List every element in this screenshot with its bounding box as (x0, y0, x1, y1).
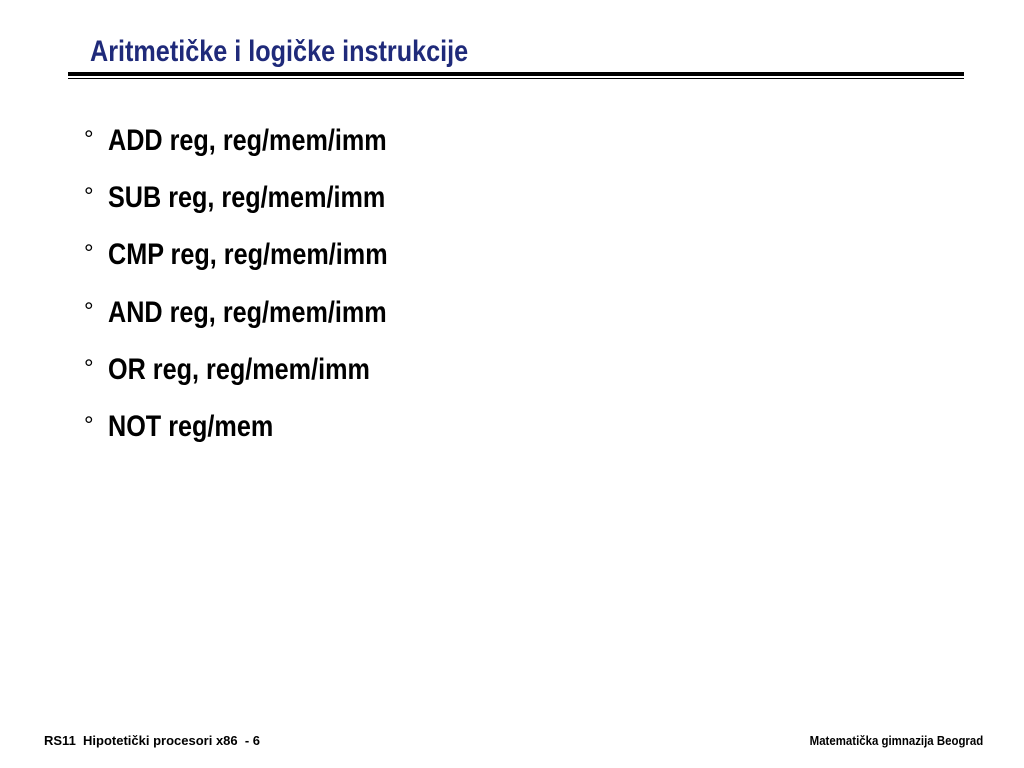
slide-title: Aritmetičke i logičke instrukcije (90, 35, 469, 68)
bullet-text-not: NOT reg/mem (108, 409, 274, 443)
bullet-icon: ° (84, 297, 94, 325)
bullet-icon: ° (84, 183, 94, 211)
title-underline-thin (68, 78, 964, 79)
bullet-text-add: ADD reg, reg/mem/imm (108, 124, 387, 157)
footer-institution: Matematička gimnazija Beograd (809, 733, 983, 748)
bullet-item (84, 296, 441, 353)
bullet-item (84, 353, 441, 410)
bullet-text-and: AND reg, reg/mem/imm (108, 295, 387, 329)
bullet-text-or: OR reg, reg/mem/imm (108, 352, 370, 386)
bullet-text-sub: SUB reg, reg/mem/imm (108, 181, 386, 215)
footer-slide-info: RS11 Hipotetički procesori x86 - 6 (44, 733, 261, 748)
bullet-icon: ° (84, 126, 94, 153)
bullet-icon: ° (84, 354, 94, 382)
bullet-item (84, 238, 441, 295)
bullet-list (84, 124, 441, 467)
bullet-icon: ° (84, 240, 94, 268)
bullet-item (84, 181, 441, 238)
bullet-icon: ° (84, 411, 94, 439)
bullet-item (84, 124, 441, 181)
title-underline-thick (68, 72, 964, 76)
bullet-item (84, 410, 441, 467)
bullet-text-cmp: CMP reg, reg/mem/imm (108, 238, 388, 272)
